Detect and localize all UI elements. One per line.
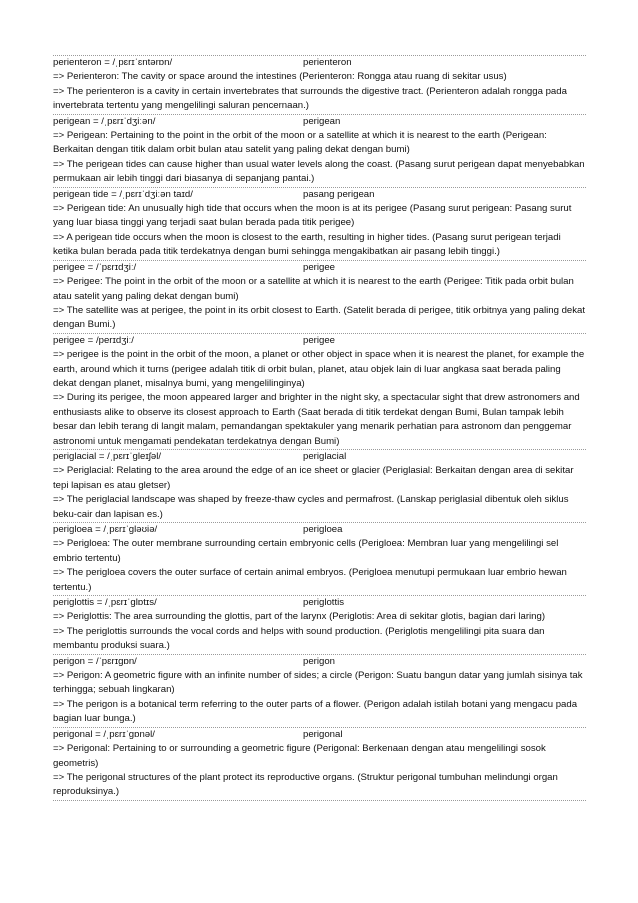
entry-example: => The perigean tides can cause higher than usual water levels along the coast. (Pasang surut perigean dapat menyebabkan permukaan air lebih tinggi dari biasanya di sepanjang pantai.) — [53, 158, 585, 185]
entry-example: => The satellite was at perigee, the point in its orbit closest to Earth. (Satelit berada di perigee, titik orbitnya yang paling dekat dengan Bumi.) — [53, 304, 586, 331]
dictionary-entry — [53, 727, 586, 801]
entry-header — [53, 188, 586, 202]
entry-header — [53, 334, 586, 348]
entry-pronunciation: perienteron = /ˌpɛrɪˈɛntərɒn/ — [53, 57, 173, 68]
entry-example: => The periglacial landscape was shaped by freeze-thaw cycles and permafrost. (Lanskap periglasial dibentuk oleh siklus beku-cair dan lapisan es.) — [53, 494, 569, 520]
entry-header — [53, 523, 586, 537]
entry-pronunciation: perigee = /perɪdʒiː/ — [53, 334, 134, 346]
entry-translation: perigee — [303, 261, 336, 273]
entry-header — [53, 450, 586, 464]
entry-pronunciation: periglacial = /ˌpɛrɪˈɡleɪʃəl/ — [53, 450, 162, 462]
entry-example: => The periglottis surrounds the vocal cords and helps with sound production. (Periglotis mengelilingi pita suara dan membantu produksi suara.) — [53, 625, 545, 652]
dictionary-entry — [53, 522, 586, 595]
entry-example: => The perigloea covers the outer surface of certain animal embryos. (Perigloea menutupi permukaan luar embrio hewan tertentu.) — [53, 567, 567, 593]
entry-example: => The perigon is a botanical term referring to the outer parts of a flower. (Perigon adalah istilah botani yang mengacu pada bagian luar bunga.) — [53, 698, 578, 725]
entry-definition: => Perigon: A geometric figure with an infinite number of sides; a circle (Perigon: Suatu bangun datar yang jumlah sisinya tak terhingga; sebuah lingkaran) — [53, 670, 583, 696]
entry-translation: pasang perigean — [303, 188, 375, 200]
entry-definition: => perigee is the point in the orbit of the moon, a planet or other object in space when it is nearest the planet, for example the earth, around which it turns (perigee adalah titik di orbit bulan, planet, atau objek lain di luar angkasa saat berada paling dekat dengan planet, misalnya bumi, yang mengelilinginya) — [53, 349, 585, 389]
entry-header — [53, 596, 586, 610]
dictionary-entry — [53, 595, 586, 654]
entry-definition: => Perigloea: The outer membrane surrounding certain embryonic cells (Perigloea: Membran luar yang mengelilingi sel embrio tertentu) — [53, 538, 559, 564]
entry-example: => The perigonal structures of the plant protect its reproductive organs. (Struktur perigonal tumbuhan melindungi organ reproduksinya.) — [53, 771, 558, 798]
entry-pronunciation: perigean tide = /ˌpɛrɪˈdʒiːən taɪd/ — [53, 188, 193, 200]
entry-header — [53, 261, 586, 275]
entry-definition: => Perienteron: The cavity or space around the intestines (Perienteron: Rongga atau ruang di sekitar usus) — [53, 71, 507, 83]
entry-pronunciation: perigean = /ˌpɛrɪˈdʒiːən/ — [53, 115, 156, 127]
entry-header — [53, 728, 586, 742]
dictionary-entry — [53, 55, 586, 114]
dictionary-entry — [53, 654, 586, 727]
entry-translation: perigean — [303, 115, 341, 127]
entry-definition: => Perigonal: Pertaining to or surrounding a geometric figure (Perigonal: Berkenaan dengan atau mengelilingi sosok geometris) — [53, 743, 546, 769]
entry-example: => During its perigee, the moon appeared larger and brighter in the night sky, a spectacular sight that drew astronomers and enthusiasts alike to observe its closest approach to Earth (Saat berada di titik terdekat dengan Bumi, Bulan tampak lebih besar dan lebih terang di langit malam, pemandangan spektakuler yang menarik perhatian para astronom dan penggemar astronomi untuk mengamati pendekatan terdekatnya dengan Bumi) — [53, 392, 580, 447]
entry-definition: => Perigean: Pertaining to the point in the orbit of the moon or a satellite at which it is nearest to the earth (Perigean: Berkaitan dengan titik dalam orbit bulan atau satelit yang paling dekat dengan bumi) — [53, 130, 547, 156]
dictionary-entry — [53, 333, 586, 449]
dictionary-page — [53, 55, 586, 801]
entry-translation: perienteron — [303, 57, 352, 68]
dictionary-entry — [53, 114, 586, 187]
entry-pronunciation: perigee = /ˈpɛrɪdʒiː/ — [53, 261, 137, 273]
entry-example: => A perigean tide occurs when the moon is closest to the earth, resulting in higher tides. (Pasang surut perigean terjadi ketika bulan berada pada titik terdekatnya dengan bumi sehingga mengakibatkan air pasang lebih tinggi.) — [53, 231, 561, 258]
entry-definition: => Periglacial: Relating to the area around the edge of an ice sheet or glacier (Periglasial: Berkaitan dengan area di sekitar tepi lapisan es atau gletser) — [53, 465, 574, 491]
entry-pronunciation: perigon = /ˈpɛrɪɡɒn/ — [53, 655, 137, 667]
entry-pronunciation: perigloea = /ˌpɛrɪˈɡləʊiə/ — [53, 524, 158, 535]
entry-example: => The perienteron is a cavity in certain invertebrates that surrounds the digestive tract. (Perienteron adalah rongga pada invertebrata tertentu yang mengelilingi saluran pencernaan.) — [53, 85, 567, 112]
entry-header — [53, 655, 586, 669]
entry-definition: => Perigee: The point in the orbit of the moon or a satellite at which it is nearest to the earth (Perigee: Titik pada orbit bulan atau satelit yang paling dekat dengan bumi) — [53, 276, 574, 302]
entry-header — [53, 56, 586, 70]
entry-translation: perigloea — [303, 524, 343, 535]
entry-translation: perigonal — [303, 728, 343, 740]
entry-definition: => Perigean tide: An unusually high tide that occurs when the moon is at its perigee (Pasang surut perigean: Pasang surut yang luar biasa tinggi yang terjadi saat bulan berada pada titik perigee) — [53, 203, 572, 229]
dictionary-entry — [53, 260, 586, 333]
entry-translation: perigon — [303, 655, 336, 667]
entry-translation: periglacial — [303, 450, 347, 462]
entry-header — [53, 115, 586, 129]
entry-pronunciation: periglottis = /ˌpɛrɪˈɡlɒtɪs/ — [53, 597, 157, 609]
entry-translation: periglottis — [303, 597, 345, 609]
entry-definition: => Periglottis: The area surrounding the glottis, part of the larynx (Periglotis: Area di sekitar glotis, bagian dari laring) — [53, 611, 546, 623]
entry-pronunciation: perigonal = /ˌpɛrɪˈɡɒnəl/ — [53, 728, 155, 740]
entry-translation: perigee — [303, 334, 336, 346]
dictionary-entry — [53, 449, 586, 522]
dictionary-entry — [53, 187, 586, 260]
